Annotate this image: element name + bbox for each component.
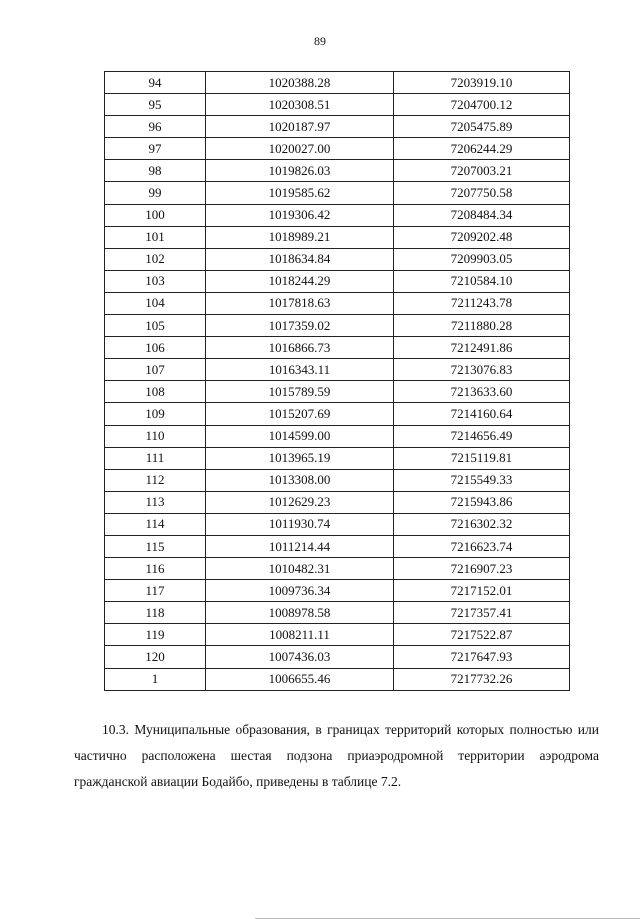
table-row [105,116,570,138]
x-coordinate-cell: 1018634.84 [206,248,394,270]
table-row [105,558,570,580]
y-coordinate-cell: 7217732.26 [394,668,570,690]
y-coordinate-cell: 7212491.86 [394,337,570,359]
table-row [105,646,570,668]
x-coordinate-cell: 1020308.51 [206,94,394,116]
x-coordinate-cell: 1007436.03 [206,646,394,668]
point-number-cell: 104 [105,292,206,314]
y-coordinate-cell: 7215549.33 [394,469,570,491]
point-number-cell: 113 [105,491,206,513]
y-coordinate-cell: 7209903.05 [394,248,570,270]
y-coordinate-cell: 7217357.41 [394,602,570,624]
point-number-cell: 1 [105,668,206,690]
x-coordinate-cell: 1006655.46 [206,668,394,690]
y-coordinate-cell: 7214160.64 [394,403,570,425]
table-row [105,359,570,381]
table-row [105,403,570,425]
point-number-cell: 101 [105,226,206,248]
table-row [105,469,570,491]
x-coordinate-cell: 1016343.11 [206,359,394,381]
y-coordinate-cell: 7216623.74 [394,535,570,557]
x-coordinate-cell: 1015789.59 [206,381,394,403]
x-coordinate-cell: 1014599.00 [206,425,394,447]
x-coordinate-cell: 1008978.58 [206,602,394,624]
point-number-cell: 120 [105,646,206,668]
table-row [105,381,570,403]
point-number-cell: 111 [105,447,206,469]
point-number-cell: 99 [105,182,206,204]
point-number-cell: 114 [105,513,206,535]
y-coordinate-cell: 7205475.89 [394,116,570,138]
y-coordinate-cell: 7217647.93 [394,646,570,668]
y-coordinate-cell: 7207750.58 [394,182,570,204]
coordinates-table-body [105,72,570,691]
y-coordinate-cell: 7215119.81 [394,447,570,469]
x-coordinate-cell: 1011930.74 [206,513,394,535]
point-number-cell: 95 [105,94,206,116]
point-number-cell: 102 [105,248,206,270]
point-number-cell: 94 [105,72,206,94]
table-row [105,315,570,337]
point-number-cell: 117 [105,580,206,602]
point-number-cell: 118 [105,602,206,624]
table-row [105,535,570,557]
x-coordinate-cell: 1012629.23 [206,491,394,513]
table-row [105,580,570,602]
y-coordinate-cell: 7217152.01 [394,580,570,602]
point-number-cell: 109 [105,403,206,425]
coordinates-table [104,71,570,691]
table-row [105,337,570,359]
y-coordinate-cell: 7213076.83 [394,359,570,381]
y-coordinate-cell: 7215943.86 [394,491,570,513]
table-row [105,513,570,535]
y-coordinate-cell: 7210584.10 [394,270,570,292]
table-row [105,204,570,226]
table-row [105,138,570,160]
point-number-cell: 115 [105,535,206,557]
table-row [105,248,570,270]
y-coordinate-cell: 7214656.49 [394,425,570,447]
point-number-cell: 103 [105,270,206,292]
x-coordinate-cell: 1016866.73 [206,337,394,359]
x-coordinate-cell: 1013308.00 [206,469,394,491]
y-coordinate-cell: 7207003.21 [394,160,570,182]
body-paragraph: 10.3. Муниципальные образования, в границах территорий которых полностью или частично расположена шестая подзона приаэродромной территории аэродрома гражданской авиации Бодайбо, приведены в таблице 7.2. [74,722,599,789]
table-row [105,160,570,182]
y-coordinate-cell: 7213633.60 [394,381,570,403]
y-coordinate-cell: 7209202.48 [394,226,570,248]
table-row [105,270,570,292]
y-coordinate-cell: 7217522.87 [394,624,570,646]
point-number-cell: 108 [105,381,206,403]
page-number: 89 [314,34,326,48]
x-coordinate-cell: 1013965.19 [206,447,394,469]
y-coordinate-cell: 7208484.34 [394,204,570,226]
x-coordinate-cell: 1017818.63 [206,292,394,314]
point-number-cell: 107 [105,359,206,381]
point-number-cell: 119 [105,624,206,646]
x-coordinate-cell: 1019585.62 [206,182,394,204]
table-row [105,292,570,314]
table-row [105,226,570,248]
table-row [105,447,570,469]
y-coordinate-cell: 7206244.29 [394,138,570,160]
table-row [105,72,570,94]
y-coordinate-cell: 7203919.10 [394,72,570,94]
x-coordinate-cell: 1017359.02 [206,315,394,337]
table-row [105,425,570,447]
x-coordinate-cell: 1011214.44 [206,535,394,557]
x-coordinate-cell: 1019306.42 [206,204,394,226]
x-coordinate-cell: 1020187.97 [206,116,394,138]
point-number-cell: 97 [105,138,206,160]
table-row [105,602,570,624]
x-coordinate-cell: 1010482.31 [206,558,394,580]
x-coordinate-cell: 1020027.00 [206,138,394,160]
point-number-cell: 105 [105,315,206,337]
x-coordinate-cell: 1018989.21 [206,226,394,248]
y-coordinate-cell: 7211880.28 [394,315,570,337]
x-coordinate-cell: 1019826.03 [206,160,394,182]
y-coordinate-cell: 7204700.12 [394,94,570,116]
point-number-cell: 98 [105,160,206,182]
y-coordinate-cell: 7216302.32 [394,513,570,535]
point-number-cell: 96 [105,116,206,138]
x-coordinate-cell: 1018244.29 [206,270,394,292]
table-row [105,624,570,646]
y-coordinate-cell: 7211243.78 [394,292,570,314]
x-coordinate-cell: 1009736.34 [206,580,394,602]
y-coordinate-cell: 7216907.23 [394,558,570,580]
table-row [105,94,570,116]
x-coordinate-cell: 1020388.28 [206,72,394,94]
table-row [105,491,570,513]
table-row [105,668,570,690]
point-number-cell: 100 [105,204,206,226]
point-number-cell: 112 [105,469,206,491]
x-coordinate-cell: 1008211.11 [206,624,394,646]
point-number-cell: 116 [105,558,206,580]
point-number-cell: 106 [105,337,206,359]
table-row [105,182,570,204]
point-number-cell: 110 [105,425,206,447]
x-coordinate-cell: 1015207.69 [206,403,394,425]
